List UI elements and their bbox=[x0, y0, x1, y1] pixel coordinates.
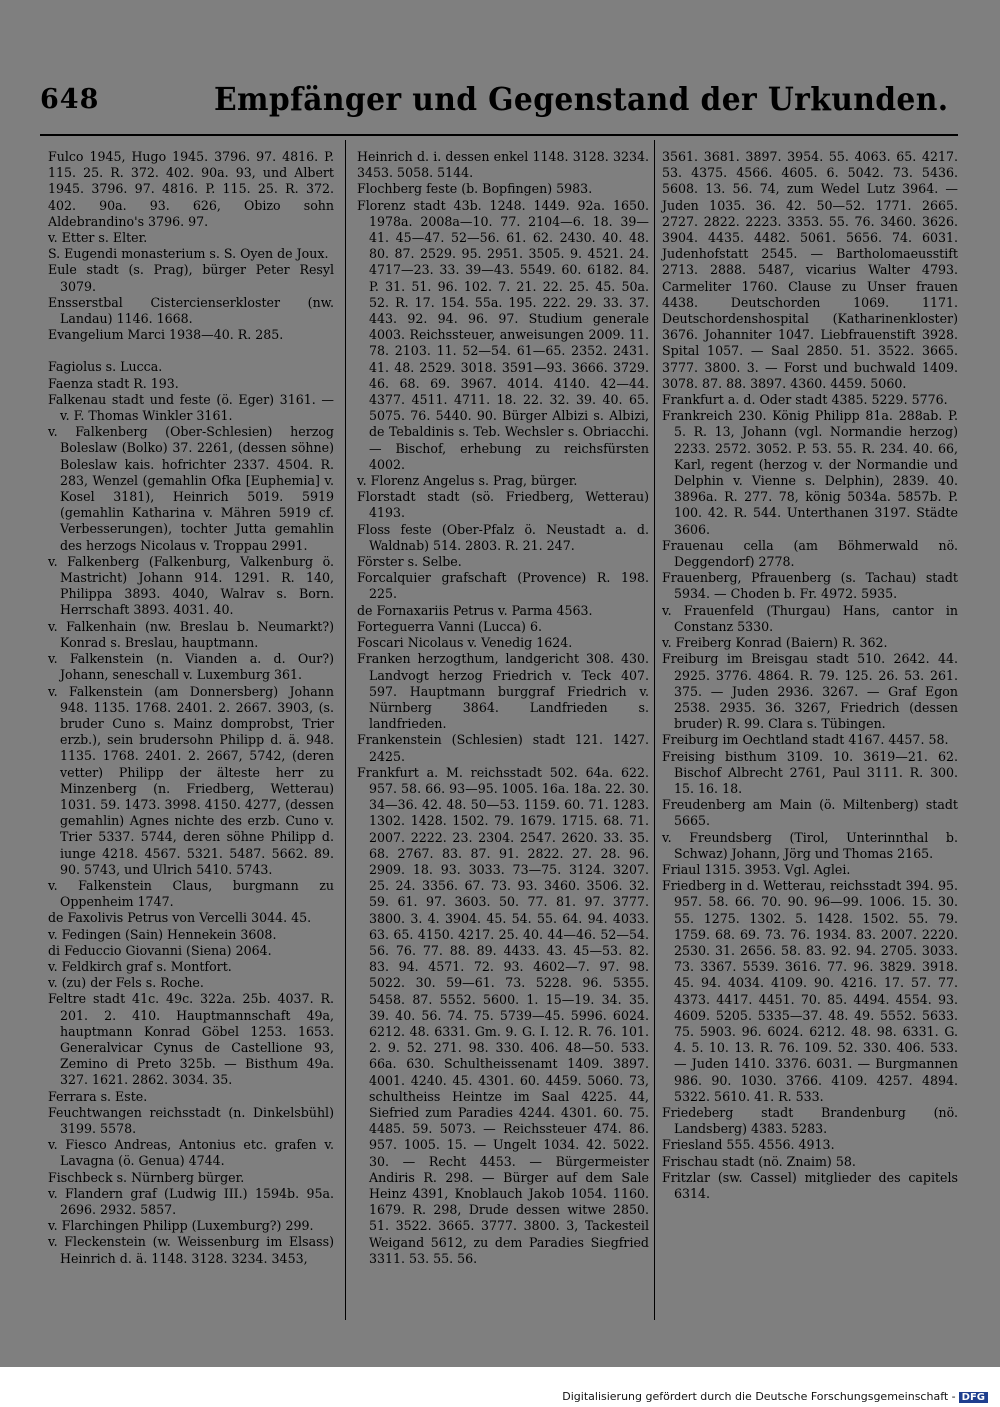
index-entry: Faenza stadt R. 193. bbox=[48, 375, 179, 391]
index-entry: Feltre stadt 41c. 49c. 322a. 25b. 4037. R. 201. 2. 410. Hauptmannschaft 49a, hauptmann Konrad Göbel 1253. 1653. Generalvicar Cynus de Castellione 93, Zemino di Preto 325b. — Bisthum 49a. 327. 1621. 2862. 3034. 35. bbox=[48, 991, 334, 1088]
index-entry: Evangelium Marci 1938—40. R. 285. bbox=[48, 327, 284, 343]
index-entry: Heinrich d. i. dessen enkel 1148. 3128. 3234. 3453. 5058. 5144. bbox=[357, 149, 649, 181]
index-entry: Frankfurt a. d. Oder stadt 4385. 5229. 5776. bbox=[662, 392, 948, 408]
index-entry: 3561. 3681. 3897. 3954. 55. 4063. 65. 4217. 53. 4375. 4566. 4605. 6. 5042. 73. 5436. 5608. 13. 56. 74, zum Wedel Lutz 3964. — Juden 1035. 36. 42. 50—52. 1771. 2665. 2727. 2822. 2223. 3353. 55. 76. 3460. 3626. 3904. 4435. 4482. 5061. 5656. 74. 6031. Judenhofstatt 2545. — Bartholomaeusstift 2713. 2888. 5487, vicarius Walter 4793. Carmeliter 1760. Clause zu Unser frauen 4438. Deutschorden 1069. 1171. Deutschordenshospital (Katharinenkloster) 3676. Johanniter 1047. Liebfrauenstift 3928. Spital 1057. — Saal 2850. 51. 3522. 3665. 3777. 3800. 3. — Forst und buchwald 1409. 3078. 87. 88. 3897. 4360. 4459. 5060. bbox=[662, 149, 958, 391]
index-entry: v. Freiberg Konrad (Baiern) R. 362. bbox=[662, 635, 888, 651]
column-divider bbox=[345, 140, 346, 1320]
index-entry: Friaul 1315. 3953. Vgl. Aglei. bbox=[662, 861, 851, 877]
index-entry: Friesland 555. 4556. 4913. bbox=[662, 1137, 835, 1153]
index-column-middle bbox=[357, 149, 649, 1267]
index-entry: Freiburg im Breisgau stadt 510. 2642. 44. 2925. 3776. 4864. R. 79. 125. 26. 53. 261. 375. — Juden 2936. 3267. — Graf Egon 2538. 2935. 36. 3267, Friedrich (dessen bruder) R. 99. Clara s. Tübingen. bbox=[662, 651, 958, 732]
dfg-logo: DFG bbox=[959, 1392, 988, 1403]
index-entry: Floss feste (Ober-Pfalz ö. Neustadt a. d. Waldnab) 514. 2803. R. 21. 247. bbox=[357, 521, 649, 553]
index-entry: Frankfurt a. M. reichsstadt 502. 64a. 622. 957. 58. 66. 93—95. 1005. 16a. 18a. 22. 30. 34—36. 42. 48. 50—53. 1159. 60. 71. 1283. 1302. 1428. 1502. 79. 1679. 1715. 68. 71. 2007. 2222. 23. 2304. 2547. 2620. 33. 35. 68. 2767. 83. 87. 91. 2822. 27. 28. 96. 2909. 18. 93. 3033. 73—75. 3124. 3207. 25. 24. 3356. 67. 73. 93. 3460. 3506. 32. 59. 61. 97. 3603. 50. 77. 81. 97. 3777. 3800. 3. 4. 3904. 45. 54. 55. 64. 94. 4033. 63. 65. 4150. 4217. 25. 40. 44—46. 52—54. 56. 76. 77. 88. 89. 4433. 43. 45—53. 82. 83. 94. 4571. 72. 93. 4602—7. 97. 98. 5022. 30. 59—61. 73. 5228. 96. 5355. 5458. 87. 5552. 5600. 1. 15—19. 34. 35. 39. 40. 56. 74. 75. 5739—45. 5996. 6024. 6212. 48. 6331. Gm. 9. G. I. 12. R. 76. 101. 2. 9. 52. 271. 98. 330. 406. 48—50. 533. 66a. 630. Schultheissenamt 1409. 3897. 4001. 4240. 45. 4301. 60. 4459. 5060. 73, schultheiss Heintze im Saal 4225. 44, Siefried zum Paradies 4244. 4301. 60. 75. 4485. 59. 5073. — Reichssteuer 474. 86. 957. 1005. 15. — Ungelt 1034. 42. 5022. 30. — Recht 4453. — Bürgermeister Andiris R. 298. — Bürger auf dem Sale Heinz 4391, Knoblauch Jakob 1054. 1160. 1679. R. 298, Drude dessen witwe 2850. 51. 3522. 3665. 3777. 3800. 3, Tackesteil Weigand 5612, zu dem Paradies Siegfried 3311. 53. 55. 56. bbox=[357, 764, 649, 1266]
index-column-right bbox=[662, 149, 958, 1202]
index-entry: Freising bisthum 3109. 10. 3619—21. 62. Bischof Albrecht 2761, Paul 3111. R. 300. 15. 16. 18. bbox=[662, 748, 958, 796]
index-entry: v. Falkenstein (n. Vianden a. d. Our?) Johann, seneschall v. Luxemburg 361. bbox=[48, 651, 334, 683]
index-entry: Fischbeck s. Nürnberg bürger. bbox=[48, 1169, 245, 1185]
index-entry: Fritzlar (sw. Cassel) mitglieder des capitels 6314. bbox=[662, 1169, 958, 1201]
funding-footer bbox=[562, 1390, 988, 1403]
page-title: Empfänger und Gegenstand der Urkunden. bbox=[214, 80, 949, 118]
index-entry: Foscari Nicolaus v. Venedig 1624. bbox=[357, 635, 573, 651]
index-entry: v. Freundsberg (Tirol, Unterinnthal b. Schwaz) Johann, Jörg und Thomas 2165. bbox=[662, 829, 958, 861]
index-entry: de Fornaxariis Petrus v. Parma 4563. bbox=[357, 602, 593, 618]
index-entry: v. Frauenfeld (Thurgau) Hans, cantor in Constanz 5330. bbox=[662, 602, 958, 634]
index-entry: Friedeberg stadt Brandenburg (nö. Landsberg) 4383. 5283. bbox=[662, 1104, 958, 1137]
index-entry: Frankreich 230. König Philipp 81a. 288ab. P. 5. R. 13, Johann (vgl. Normandie herzog) 2233. 2572. 3052. P. 53. 55. R. 234. 40. 66, Karl, regent (herzog v. der Normandie und Delphin v. Vienne s. Delphin), 2839. 40. 3896a. R. 277. 78, könig 5034a. 5857b. P. 100. 42. R. 544. Unterthanen 3197. Städte 3606. bbox=[662, 408, 958, 537]
index-entry: Florstadt stadt (sö. Friedberg, Wetterau) 4193. bbox=[357, 489, 649, 521]
footer-text: Digitalisierung gefördert durch die Deutsche Forschungsgemeinschaft - bbox=[562, 1390, 956, 1403]
index-entry: Ferrara s. Este. bbox=[48, 1088, 148, 1104]
index-entry: v. Falkenhain (nw. Breslau b. Neumarkt?) Konrad s. Breslau, hauptmann. bbox=[48, 618, 334, 650]
index-entry: Frischau stadt (nö. Znaim) 58. bbox=[662, 1153, 856, 1169]
index-entry: Förster s. Selbe. bbox=[357, 554, 462, 570]
index-entry: Flochberg feste (b. Bopfingen) 5983. bbox=[357, 181, 593, 197]
index-entry: v. Fleckenstein (w. Weissenburg im Elsass) Heinrich d. ä. 1148. 3128. 3234. 3453, bbox=[48, 1234, 334, 1266]
index-entry: Friedberg in d. Wetterau, reichsstadt 394. 95. 957. 58. 66. 70. 90. 96—99. 1006. 15. 30. 55. 1275. 1302. 5. 1428. 1502. 55. 79. 1759. 68. 69. 73. 76. 1934. 83. 2007. 2220. 2530. 31. 2656. 58. 83. 92. 94. 2705. 3033. 73. 3367. 5539. 3616. 77. 96. 3829. 3918. 45. 94. 4034. 4109. 90. 4216. 17. 57. 77. 4373. 4417. 4451. 70. 85. 4494. 4554. 93. 4609. 5205. 5335—37. 48. 49. 5552. 5633. 75. 5903. 96. 6024. 6212. 48. 98. 6331. G. 4. 5. 10. 13. R. 76. 109. 52. 330. 406. 533. — Juden 1410. 3376. 6031. — Burgmannen 986. 90. 1030. 3766. 4109. 4257. 4894. 5322. 5610. 41. R. 533. bbox=[662, 878, 958, 1104]
section-gap bbox=[48, 343, 334, 359]
index-entry: Falkenau stadt und feste (ö. Eger) 3161. — v. F. Thomas Winkler 3161. bbox=[48, 391, 334, 424]
index-entry: v. Flarchingen Philipp (Luxemburg?) 299. bbox=[48, 1218, 314, 1234]
index-entry: Florenz stadt 43b. 1248. 1449. 92a. 1650. 1978a. 2008a—10. 77. 2104—6. 18. 39—41. 45—47. 52—56. 61. 62. 2430. 40. 48. 80. 87. 2529. 95. 2951. 3505. 9. 4521. 24. 4717—23. 33. 39—43. 5549. 60. 6182. 84. P. 31. 51. 96. 102. 7. 21. 22. 25. 45. 50a. 52. R. 17. 154. 55a. 195. 222. 29. 33. 37. 443. 92. 94. 96. 97. Studium generale 4003. Reichssteuer, anweisungen 2009. 11. 78. 2103. 11. 52—54. 61—65. 2352. 2431. 41. 48. 2529. 3018. 3591—93. 3666. 3729. 46. 68. 69. 3967. 4014. 4140. 42—44. 4377. 4511. 4711. 18. 22. 32. 39. 40. 65. 5075. 76. 5440. 90. Bürger Albizi s. Albizi, de Tebaldinis s. Teb. Wechsler s. Obriacchi. — Bischof, erhebung zu reichsfürsten 4002. bbox=[357, 197, 649, 472]
index-entry: Frauenberg, Pfrauenberg (s. Tachau) stadt 5934. — Choden b. Fr. 4972. 5935. bbox=[662, 570, 958, 602]
index-entry: v. Falkenstein (am Donnersberg) Johann 948. 1135. 1768. 2401. 2. 2667. 3903, (s. bruder Cuno s. Mainz domprobst, Trier erzb.), sein brudersohn Philipp d. ä. 948. 1135. 1768. 2401. 2. 2667, 5742, (deren vetter) Philipp der älteste herr zu Minzenberg (n. Friedberg, Wetterau) 1031. 59. 1473. 3998. 4150. 4277, (dessen gemahlin) Agnes nichte des erzb. Cuno v. Trier 5337. 5744, deren söhne Philipp d. iunge 4218. 4567. 5321. 5487. 5662. 89. 90. 5743, und Ulrich 5410. 5743. bbox=[48, 683, 334, 877]
column-divider bbox=[654, 140, 655, 1320]
index-entry: Feuchtwangen reichsstadt (n. Dinkelsbühl) 3199. 5578. bbox=[48, 1104, 334, 1136]
page-number: 648 bbox=[40, 84, 100, 115]
index-entry: v. Florenz Angelus s. Prag, bürger. bbox=[357, 473, 578, 489]
index-entry: Fagiolus s. Lucca. bbox=[48, 359, 163, 375]
header-rule bbox=[40, 134, 958, 136]
index-entry: de Faxolivis Petrus von Vercelli 3044. 45. bbox=[48, 910, 312, 926]
index-entry: Freudenberg am Main (ö. Miltenberg) stadt 5665. bbox=[662, 797, 958, 829]
index-entry: v. Flandern graf (Ludwig III.) 1594b. 95a. 2696. 2932. 5857. bbox=[48, 1185, 334, 1217]
index-entry: v. Fiesco Andreas, Antonius etc. grafen v. Lavagna (ö. Genua) 4744. bbox=[48, 1137, 334, 1169]
index-entry: Fulco 1945, Hugo 1945. 3796. 97. 4816. P. 115. 25. R. 372. 402. 90a. 93, und Albert 1945. 3796. 97. 4816. P. 115. 25. R. 372. 402. 90a. 93. 626, Obizo sohn Aldebrandino's 3796. 97. bbox=[48, 149, 334, 229]
index-entry: v. Etter s. Elter. bbox=[48, 230, 148, 246]
index-entry: Frankenstein (Schlesien) stadt 121. 1427. 2425. bbox=[357, 732, 649, 764]
index-entry: Forteguerra Vanni (Lucca) 6. bbox=[357, 618, 542, 634]
index-entry: S. Eugendi monasterium s. S. Oyen de Joux. bbox=[48, 246, 329, 262]
index-column-left bbox=[48, 149, 334, 1267]
index-entry: Eule stadt (s. Prag), bürger Peter Resyl 3079. bbox=[48, 262, 334, 294]
index-entry: v. Falkenberg (Ober-Schlesien) herzog Boleslaw (Bolko) 37. 2261, (dessen söhne) Boleslaw kais. hofrichter 2337. 4504. R. 283, Wenzel (gemahlin Ofka [Euphemia] v. Kosel 3181), Heinrich 5019. 5919 (gemahlin Katharina v. Mähren 5919 cf. Verbesserungen), tochter Jutta gemahlin des herzogs Nicolaus v. Troppau 2991. bbox=[48, 424, 334, 553]
index-entry: v. Fedingen (Sain) Hennekein 3608. bbox=[48, 926, 277, 942]
index-entry: di Feduccio Giovanni (Siena) 2064. bbox=[48, 942, 272, 958]
index-entry: v. (zu) der Fels s. Roche. bbox=[48, 975, 204, 991]
index-entry: v. Falkenstein Claus, burgmann zu Oppenheim 1747. bbox=[48, 877, 334, 910]
index-entry: Freiburg im Oechtland stadt 4167. 4457. 58. bbox=[662, 732, 949, 748]
index-entry: v. Falkenberg (Falkenburg, Valkenburg ö. Mastricht) Johann 914. 1291. R. 140, Philippa 3893. 4040, Walrav s. Born. Herrschaft 3893. 4031. 40. bbox=[48, 553, 334, 618]
index-entry: Forcalquier grafschaft (Provence) R. 198. 225. bbox=[357, 570, 649, 602]
index-entry: v. Feldkirch graf s. Montfort. bbox=[48, 958, 232, 974]
index-entry: Frauenau cella (am Böhmerwald nö. Deggendorf) 2778. bbox=[662, 537, 958, 570]
index-entry: Ensserstbal Cistercienserkloster (nw. Landau) 1146. 1668. bbox=[48, 294, 334, 327]
index-entry: Franken herzogthum, landgericht 308. 430. Landvogt herzog Friedrich v. Teck 407. 597. Hauptmann burggraf Friedrich v. Nürnberg 3864. Landfrieden s. landfrieden. bbox=[357, 651, 649, 732]
